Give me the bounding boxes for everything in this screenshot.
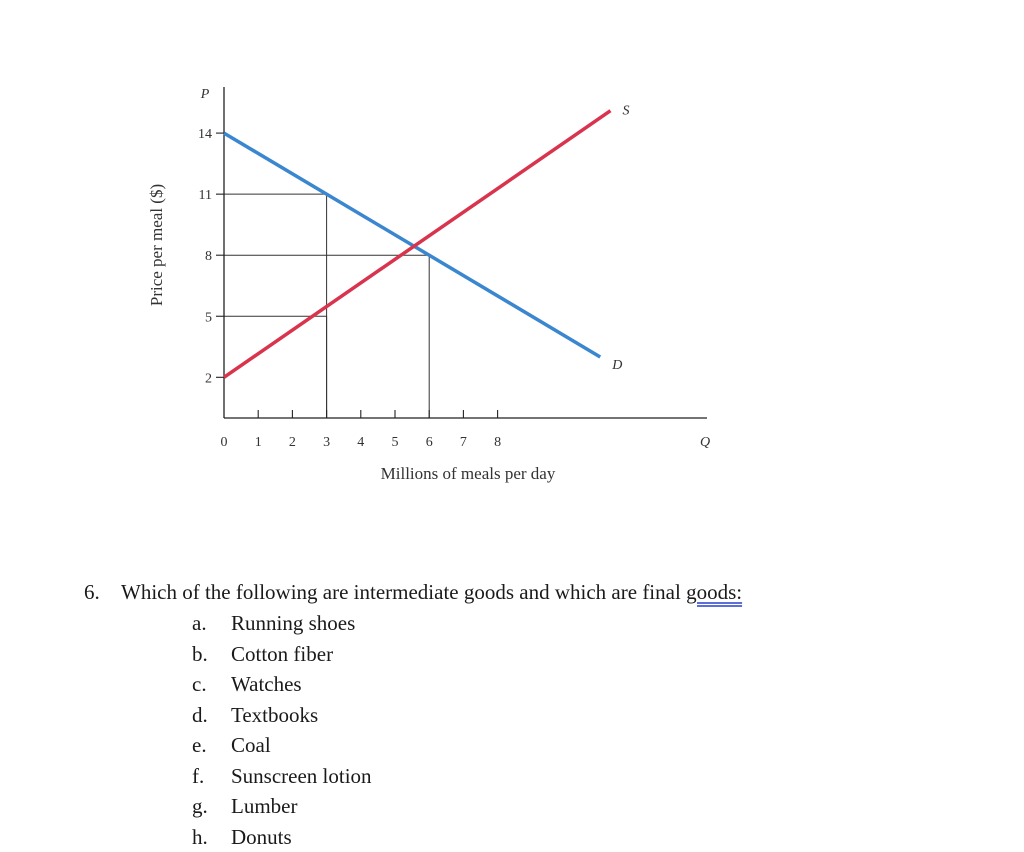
option-text: Coal — [231, 733, 271, 757]
option-item — [192, 822, 372, 852]
option-item — [192, 700, 372, 731]
option-letter: h. — [192, 822, 231, 852]
x-tick-label: 0 — [221, 435, 228, 450]
y-axis-title: Price per meal ($) — [147, 184, 166, 306]
option-text: Watches — [231, 672, 302, 696]
answer-options-list — [192, 608, 372, 852]
series-label-s: S — [622, 104, 629, 119]
question-6 — [84, 577, 742, 607]
option-item — [192, 639, 372, 670]
y-tick-label: 8 — [205, 249, 212, 264]
x-tick-label: 2 — [289, 435, 296, 450]
x-axis-title: Millions of meals per day — [381, 464, 556, 483]
option-letter: b. — [192, 639, 231, 670]
series-label-d: D — [611, 358, 622, 373]
option-letter: d. — [192, 700, 231, 731]
axis-labels — [147, 87, 710, 483]
question-underlined-word: goods: — [686, 580, 742, 604]
y-tick-label: 11 — [199, 188, 212, 203]
option-text: Sunscreen lotion — [231, 764, 372, 788]
series-lines — [224, 111, 610, 378]
x-tick-label: 7 — [460, 435, 467, 450]
x-tick-label: 8 — [494, 435, 501, 450]
option-letter: a. — [192, 608, 231, 639]
tick-marks — [216, 133, 498, 418]
option-item — [192, 761, 372, 792]
option-letter: g. — [192, 791, 231, 822]
y-tick-label: 5 — [205, 310, 212, 325]
option-letter: e. — [192, 730, 231, 761]
series-line-d — [224, 133, 600, 357]
option-letter: c. — [192, 669, 231, 700]
option-text: Cotton fiber — [231, 642, 333, 666]
option-text: Textbooks — [231, 703, 318, 727]
y-tick-label: 14 — [198, 127, 212, 142]
series-line-s — [224, 111, 610, 378]
x-tick-label: 3 — [323, 435, 330, 450]
option-letter: f. — [192, 761, 231, 792]
option-item — [192, 791, 372, 822]
question-number: 6. — [84, 577, 121, 607]
option-text: Donuts — [231, 825, 292, 849]
y-axis-symbol: P — [200, 87, 210, 102]
axes — [224, 87, 707, 418]
question-text: Which of the following are intermediate goods and which are final — [121, 580, 686, 604]
x-tick-label: 6 — [426, 435, 433, 450]
x-tick-label: 4 — [357, 435, 364, 450]
x-tick-label: 5 — [392, 435, 399, 450]
y-tick-label: 2 — [205, 371, 212, 386]
option-text: Running shoes — [231, 611, 355, 635]
x-axis-symbol: Q — [700, 435, 710, 450]
option-item — [192, 669, 372, 700]
option-item — [192, 608, 372, 639]
option-text: Lumber — [231, 794, 297, 818]
option-item — [192, 730, 372, 761]
x-tick-label: 1 — [255, 435, 262, 450]
